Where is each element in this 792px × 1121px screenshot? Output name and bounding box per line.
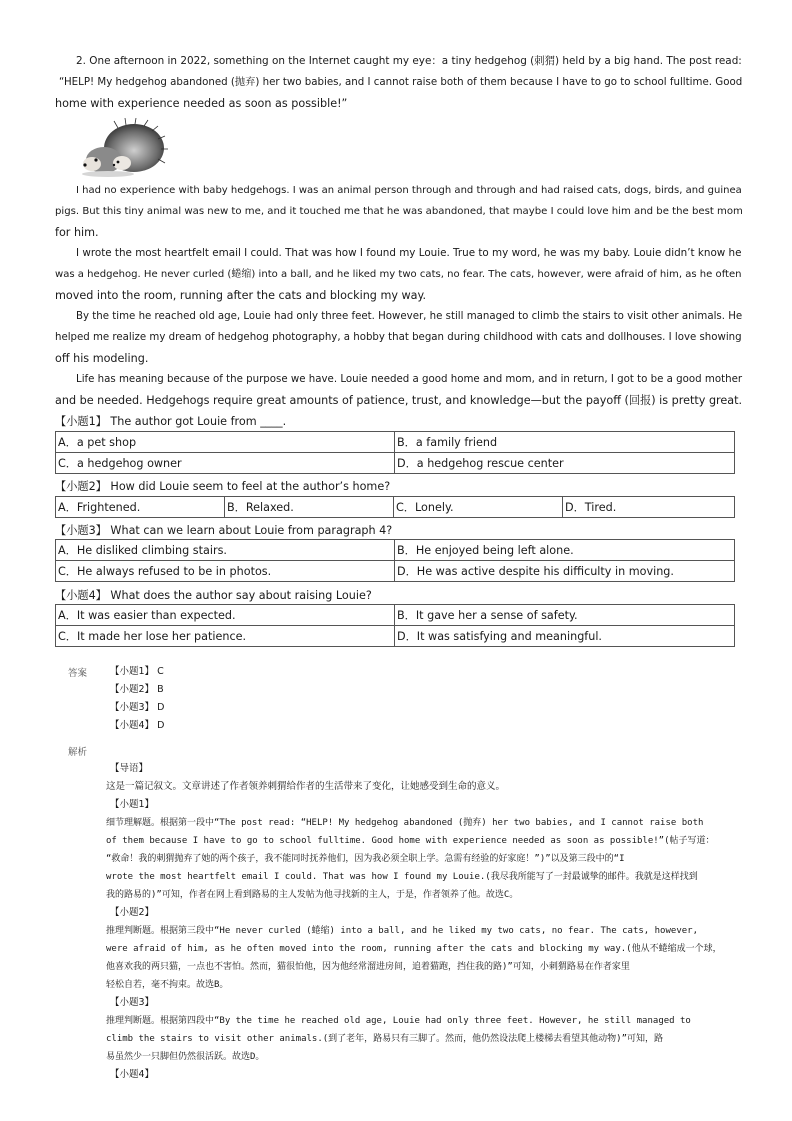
question-3-options [55,539,735,582]
question-2-options [55,496,735,518]
analysis-text: 这是一篇记叙文。文章讲述了作者领养刺猬给作者的生活带来了变化，让她感受到生命的意义。 [106,781,506,792]
option-b[interactable]: B．It gave her a sense of safety. [395,605,735,626]
answer-item: 【小题1】 C [110,666,164,677]
analysis-label: 解析 [68,747,88,758]
hedgehog-image [78,118,170,178]
option-d[interactable]: D．He was active despite his difficulty in moving. [395,561,735,582]
option-d[interactable]: D．It was satisfying and meaningful. [395,626,735,647]
analysis-text: 推理判断题。根据第四段中“By the time he reached old age, Louie had only three feet. However, he still managed to [106,1016,691,1026]
passage-line: and be needed. Hedgehogs require great amounts of patience, trust, and knowledge—but the payoff (回报) is pretty great. [55,394,743,407]
analysis-text: 推理判断题。根据第三段中“He never curled (蜷缩) into a ball, and he liked my two cats, no fear. The cats, however, [106,926,698,936]
analysis-heading: 【小题3】 [110,997,155,1008]
passage-line: pigs. But this tiny animal was new to me, and it touched me that he was abandoned, that maybe I could love him and be the best mom [55,206,743,217]
option-d[interactable]: D．Tired. [563,497,735,518]
option-a[interactable]: A．a pet shop [56,432,395,453]
analysis-text: 我的路易的)”可知，作者在网上看到路易的主人发帖为他寻找新的主人，于是，作者领养了他。故选C。 [106,890,519,900]
option-c[interactable]: C．He always refused to be in photos. [56,561,395,582]
question-4: 【小题4】 What does the author say about raising Louie? [55,589,372,602]
answers-label: 答案 [68,668,88,679]
analysis-text: 他喜欢我的两只猫，一点也不害怕。然而，猫很怕他，因为他经常溜进房间，追着猫跑，挡住我的路)”可知，小刺猬路易在作者家里 [106,962,630,972]
option-c[interactable]: C．a hedgehog owner [56,453,395,474]
answer-item: 【小题3】 D [110,702,165,713]
option-b[interactable]: B．He enjoyed being left alone. [395,540,735,561]
option-b[interactable]: B．a family friend [395,432,735,453]
option-a[interactable]: A．Frightened. [56,497,225,518]
passage-line: helped me realize my dream of hedgehog photography, a hobby that began during childhood with cats and dollhouses. I love showing [55,332,742,343]
question-3: 【小题3】 What can we learn about Louie from paragraph 4? [55,524,393,537]
analysis-heading: 【小题4】 [110,1069,155,1080]
analysis-heading: 【小题2】 [110,907,155,918]
passage-line: Life has meaning because of the purpose we have. Louie needed a good home and mom, and in return, I got to be a good mother [76,374,743,385]
passage-line: I had no experience with baby hedgehogs. I was an animal person through and through and had raised cats, dogs, birds, and guinea [76,185,742,196]
passage-line: was a hedgehog. He never curled (蜷缩) into a ball, and he liked my two cats, no fear. The cats, however, were afraid of him, as he often [55,269,742,280]
option-d[interactable]: D．a hedgehog rescue center [395,453,735,474]
analysis-text: 细节理解题。根据第一段中“The post read: “HELP! My hedgehog abandoned (抛弃) her two babies, and I cannot raise both [106,818,704,828]
analysis-heading: 【小题1】 [110,799,155,810]
analysis-text: “救命！我的刺猬抛弃了她的两个孩子，我不能同时抚养他们，因为我必须全职上学。急需有经验的好家庭！”)”以及第三段中的“I [106,854,625,864]
passage-line: By the time he reached old age, Louie had only three feet. However, he still managed to climb the stairs to visit other animals. He [76,311,743,322]
option-a[interactable]: A．He disliked climbing stairs. [56,540,395,561]
passage-line: 2. One afternoon in 2022, something on the Internet caught my eye：a tiny hedgehog (刺猬) held by a big hand. The post read: [76,55,742,67]
passage-line: I wrote the most heartfelt email I could. That was how I found my Louie. True to my word, he was my baby. Louie didn’t know he [76,247,742,259]
passage-line: for him. [55,226,99,239]
option-b[interactable]: B．Relaxed. [225,497,394,518]
passage-line: off his modeling. [55,352,149,365]
question-1-options [55,431,735,474]
passage-line: “HELP! My hedgehog abandoned (抛弃) her two babies, and I cannot raise both of them because I have to go to school fulltime. Good [59,76,743,88]
answer-item: 【小题2】 B [110,684,164,695]
analysis-text: wrote the most heartfelt email I could. That was how I found my Louie.(我尽我所能写了一封最诚挚的邮件。我就是这样找到 [106,872,698,882]
option-c[interactable]: C．It made her lose her patience. [56,626,395,647]
passage-line: moved into the room, running after the cats and blocking my way. [55,289,427,302]
analysis-text: 轻松自若，毫不拘束。故选B。 [106,980,229,990]
analysis-text: 易虽然少一只脚但仍然很活跃。故选D。 [106,1052,265,1062]
question-2: 【小题2】 How did Louie seem to feel at the author’s home? [55,480,391,493]
answer-item: 【小题4】 D [110,720,165,731]
question-1: 【小题1】 The author got Louie from ____. [55,415,287,428]
option-c[interactable]: C．Lonely. [394,497,563,518]
analysis-text: were afraid of him, as he often moved into the room, running after the cats and blocking my way.(他从不蜷缩成一个球， [106,944,722,954]
analysis-text: climb the stairs to visit other animals.(到了老年，路易只有三脚了。然而，他仍然设法爬上楼梯去看望其他动物)”可知，路 [106,1034,663,1044]
analysis-text: of them because I have to go to school fulltime. Good home with experience needed as soon as possible!”(帖子写道： [106,836,715,846]
question-4-options [55,604,735,647]
passage-line: home with experience needed as soon as possible!” [55,97,348,110]
analysis-heading: 【导语】 [110,763,149,774]
option-a[interactable]: A．It was easier than expected. [56,605,395,626]
